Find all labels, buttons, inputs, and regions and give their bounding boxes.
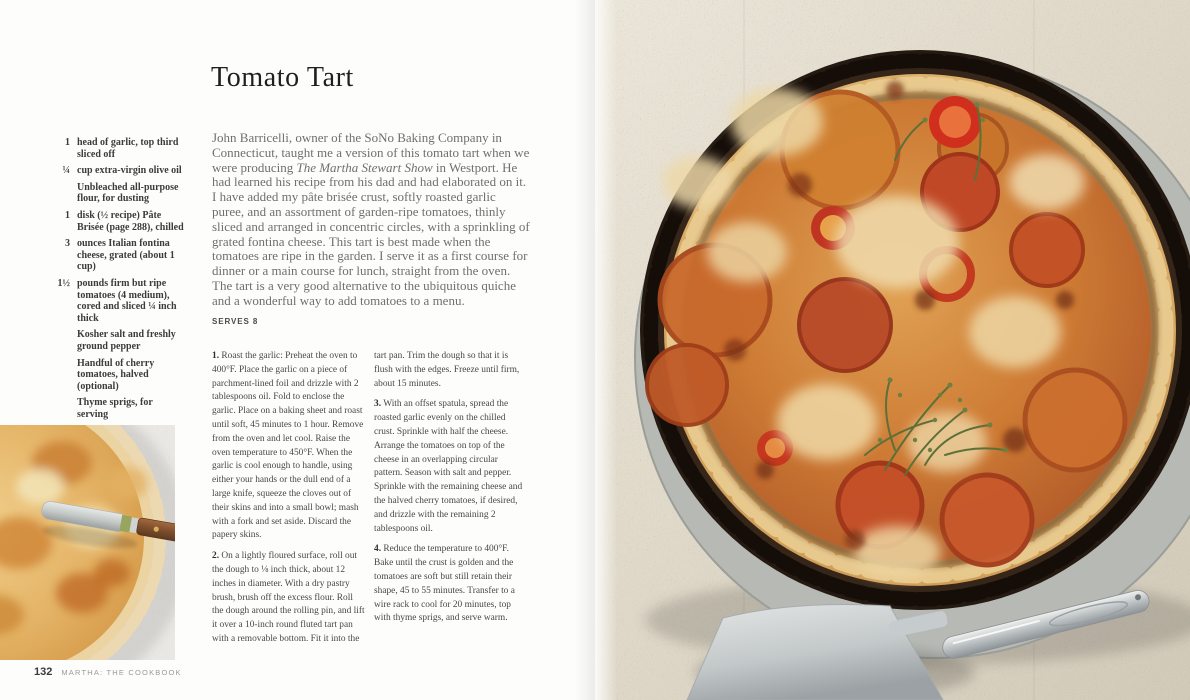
ingredient-row xyxy=(53,278,188,324)
ingredient-text: cup extra-virgin olive oil xyxy=(77,165,182,177)
instruction-step xyxy=(212,550,365,647)
recipe-intro xyxy=(212,131,530,309)
ingredient-qty xyxy=(53,358,70,393)
instructions-column-1 xyxy=(212,350,365,654)
ingredient-qty xyxy=(53,329,70,352)
ingredient-text: ounces Italian fontina cheese, grated (about 1 cup) xyxy=(77,238,175,273)
ingredient-qty: ¼ xyxy=(62,165,70,177)
ingredient-text: disk (½ recipe) Pâte Brisée (page 288), chilled xyxy=(77,209,184,233)
page-footer xyxy=(34,666,182,678)
ingredients-list xyxy=(53,137,188,425)
step-number: 1. xyxy=(212,351,220,361)
ingredient-row xyxy=(53,210,188,233)
serves-label: SERVES 8 xyxy=(212,317,259,326)
ingredient-row xyxy=(53,329,188,352)
ingredient-text: Kosher salt and freshly ground pepper xyxy=(77,329,176,352)
intro-text: in Westport. He had learned his recipe from his dad and had elaborated on it. I have added my pâte brisée crust, softly roasted garlic puree, and an assortment of garden-ripe tomatoes, thinly sliced and arranged in concentric circles, with a sprinkling of grated fontina cheese. This tart is best made when the tomatoes are ripe in the garden. I serve it as a first course for dinner or a main course for lunch, straight from the oven. The tart is a very good alternative to the ubiquitous quiche and a wonderful way to add tomatoes to a menu. xyxy=(212,159,530,308)
ingredient-row xyxy=(53,238,188,273)
ingredient-row xyxy=(53,397,188,420)
ingredient-qty: 1 xyxy=(65,137,70,148)
ingredient-qty xyxy=(53,397,70,420)
tart-slice-photo xyxy=(0,425,175,660)
instruction-step xyxy=(212,350,365,543)
ingredient-row xyxy=(53,137,188,160)
ingredient-text: pounds firm but ripe tomatoes (4 medium), cored and sliced ¼ inch thick xyxy=(77,277,177,324)
step-number: 4. xyxy=(374,544,382,555)
step-text: With an offset spatula, spread the roasted garlic evenly on the chilled crust. Sprinkle with half the cheese. Arrange the tomatoes on top of the cheese in an overlapping circular pattern. Season with salt and pepper. Sprinkle with the remaining cheese and the halved cherry tomatoes, if desired, and drizzle with the remaining 2 tablespoons oil. xyxy=(374,399,523,534)
ingredient-row xyxy=(53,165,188,177)
ingredient-row xyxy=(53,358,188,393)
intro-text: John Barricelli, owner of the SoNo Baking Company in Connecticut, taught me a version of this tomato tart when we were producing xyxy=(212,130,530,175)
instruction-step xyxy=(374,398,527,536)
intro-show-title: The Martha Stewart Show xyxy=(296,159,433,175)
instruction-step-continuation xyxy=(374,350,527,391)
step-text: tart pan. Trim the dough so that it is flush with the edges. Freeze until firm, about 15 minutes. xyxy=(374,351,520,389)
step-text: Roast the garlic: Preheat the oven to 400°F. Place the garlic on a piece of parchment-lined foil and drizzle with 2 tablespoons oil. Fold to enclose the garlic. Place on a baking sheet and roast until soft, 45 minutes to 1 hour. Remove from the oven and let cool. Raise the oven temperature to 450°F. When the garlic is cool enough to handle, using either your hands or the dull end of a large knife, squeeze the cloves out of their skins and into a small bowl; mash with a fork and set aside. Discard the papery skins. xyxy=(212,351,364,541)
ingredient-qty: 1½ xyxy=(57,277,70,289)
ingredient-qty xyxy=(53,182,70,205)
ingredient-qty: 1 xyxy=(65,209,70,221)
ingredient-text: Handful of cherry tomatoes, halved (optional) xyxy=(77,357,155,392)
ingredient-text: Thyme sprigs, for serving xyxy=(77,397,153,420)
step-text: Reduce the temperature to 400°F. Bake until the crust is golden and the tomatoes are soft but still retain their shape, 45 to 55 minutes. Transfer to a wire rack to cool for 20 minutes, top with thyme sprigs, and serve warm. xyxy=(374,544,515,624)
ingredient-qty: 3 xyxy=(65,238,70,250)
instructions-column-2 xyxy=(374,350,527,633)
step-number: 3. xyxy=(374,399,382,410)
tomato-tart-photo xyxy=(595,0,1190,700)
ingredient-text: head of garlic, top third sliced off xyxy=(77,137,179,160)
instruction-step xyxy=(374,543,527,626)
step-number: 2. xyxy=(212,551,220,562)
ingredient-row xyxy=(53,182,188,205)
ingredient-text: Unbleached all-purpose flour, for dusting xyxy=(77,181,179,205)
step-text: On a lightly floured surface, roll out the dough to ⅛ inch thick, about 12 inches in diameter. With a dry pastry brush, brush off the excess flour. Roll the dough around the rolling pin, and lift it over a 10-inch round fluted tart pan with a removable bottom. Fit it into the xyxy=(212,551,365,644)
page-number: 132 xyxy=(34,666,53,678)
recipe-title: Tomato Tart xyxy=(211,62,354,93)
page-spine xyxy=(575,0,595,700)
book-title: MARTHA: THE COOKBOOK xyxy=(61,668,182,677)
